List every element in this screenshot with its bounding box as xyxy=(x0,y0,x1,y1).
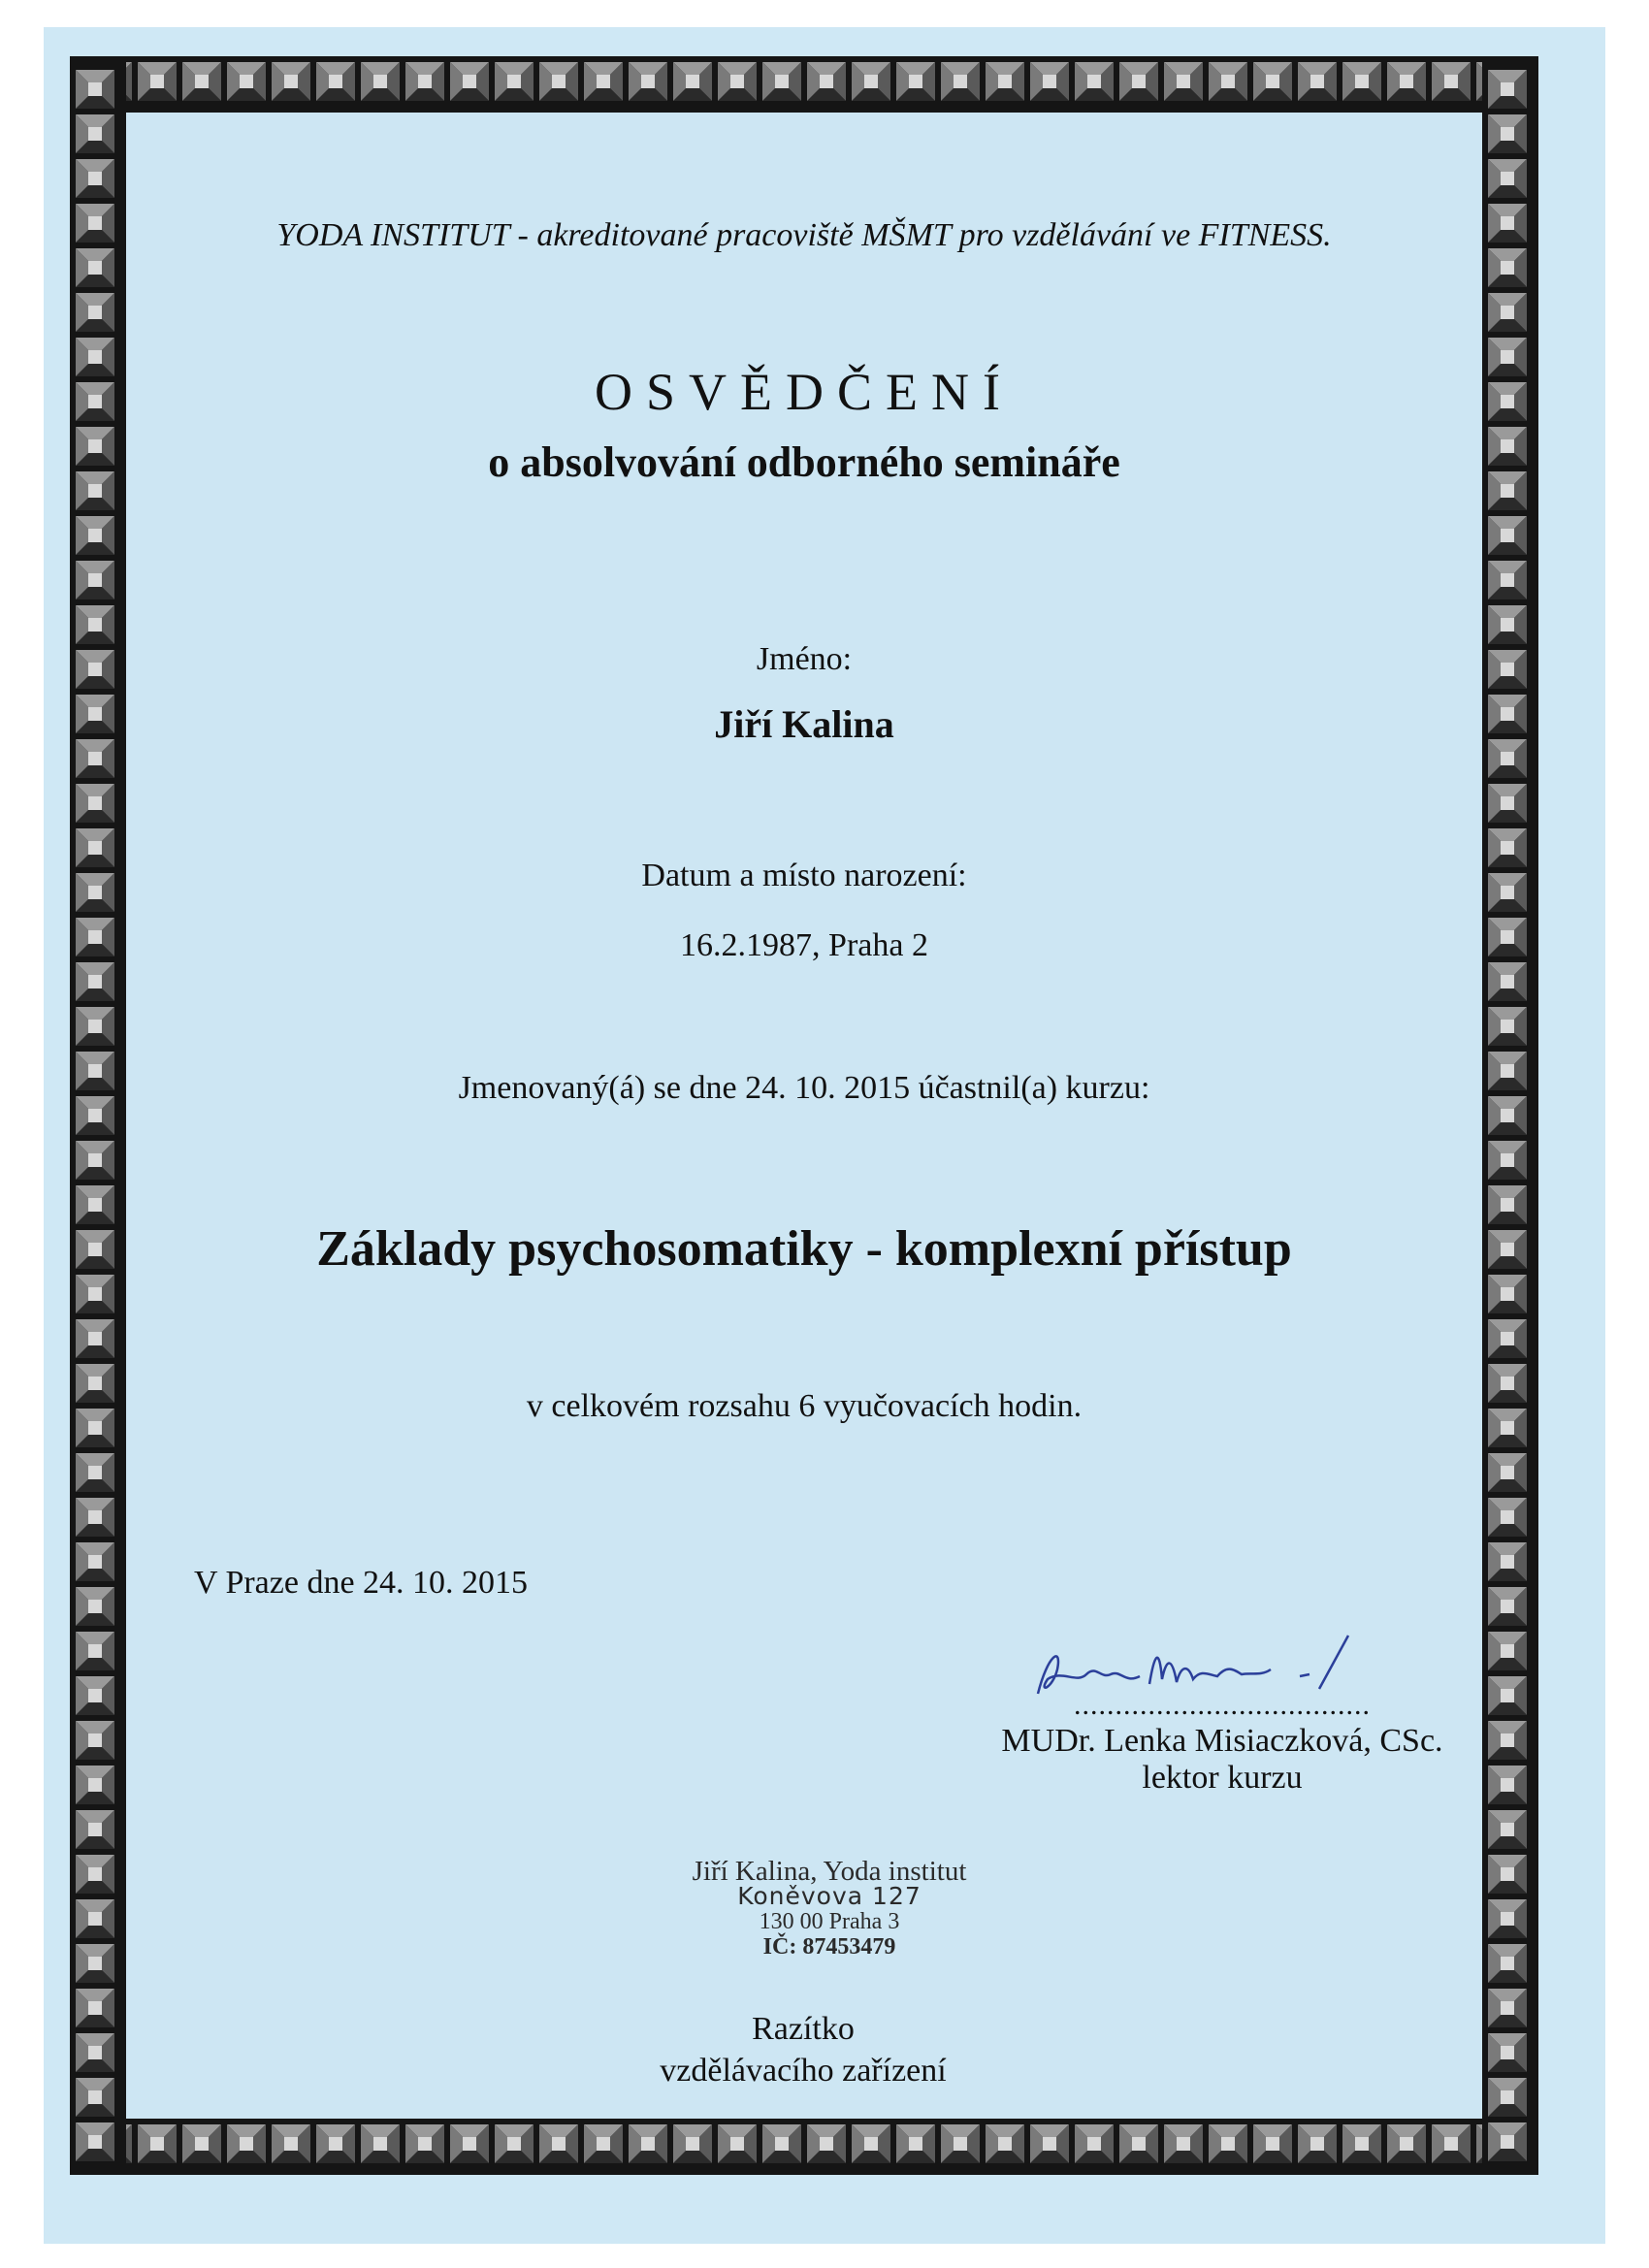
institution-stamp xyxy=(626,1856,1033,1960)
stamp-line-4: IČ: 87453479 xyxy=(762,1934,896,1960)
stamp-line-3: 130 00 Praha 3 xyxy=(759,1909,900,1934)
certificate-subtitle: o absolvování odborného semináře xyxy=(488,438,1120,486)
certificate-title: OSVĚDČENÍ xyxy=(595,363,1014,421)
place-and-date: V Praze dne 24. 10. 2015 xyxy=(194,1565,529,1601)
holder-name: Jiří Kalina xyxy=(714,702,894,746)
attendance-text: Jmenovaný(á) se dne 24. 10. 2015 účastnil(a) kurzu: xyxy=(458,1070,1150,1106)
name-label: Jméno: xyxy=(756,641,853,677)
signature-line: .................................... xyxy=(1074,1689,1371,1721)
stamp-line-2: Koněvova 127 xyxy=(737,1882,922,1910)
frame-border-bottom xyxy=(70,2119,1538,2175)
lector-name: MUDr. Lenka Misiaczková, CSc. xyxy=(1001,1723,1443,1759)
course-extent: v celkovém rozsahu 6 vyučovacích hodin. xyxy=(526,1388,1083,1424)
stamp-caption-2: vzdělávacího zařízení xyxy=(660,2053,947,2089)
birth-value: 16.2.1987, Praha 2 xyxy=(680,927,928,963)
frame-border-top xyxy=(70,56,1538,113)
lector-role: lektor kurzu xyxy=(1142,1760,1303,1796)
certificate-body xyxy=(126,113,1482,2119)
stamp-line-1: Jiří Kalina, Yoda institut xyxy=(692,1856,967,1887)
stamp-caption-1: Razítko xyxy=(752,2011,855,2047)
frame-border-left xyxy=(70,56,126,2175)
institute-header: YODA INSTITUT - akreditované pracoviště MŠMT pro vzdělávání ve FITNESS. xyxy=(276,217,1332,253)
frame-border-right xyxy=(1482,56,1538,2175)
course-title: Základy psychosomatiky - komplexní přístup xyxy=(316,1221,1292,1277)
birth-label: Datum a místo narození: xyxy=(641,858,967,893)
